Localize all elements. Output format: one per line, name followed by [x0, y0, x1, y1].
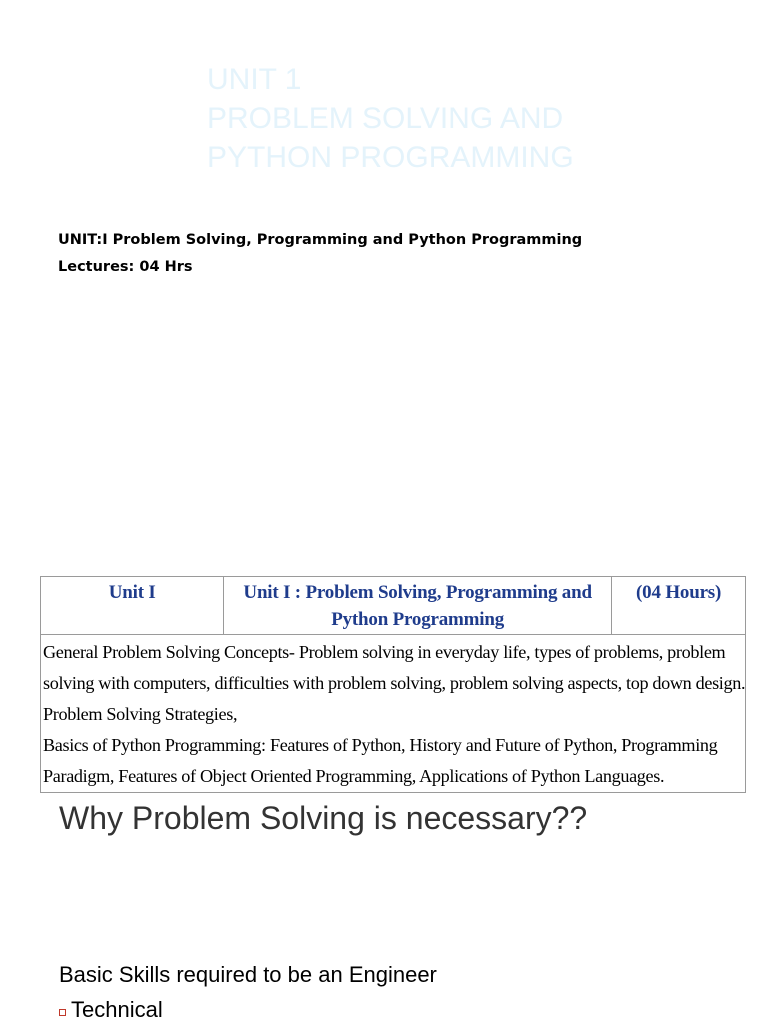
title-line-python-programming: PYTHON PROGRAMMING	[207, 141, 574, 174]
syllabus-hours-cell: (04 Hours)	[611, 577, 745, 635]
title-line-unit: UNIT 1	[207, 63, 302, 96]
syllabus-content-row	[41, 635, 746, 793]
skill-list-item	[59, 997, 163, 1023]
syllabus-unit-title-cell: Unit I : Problem Solving, Programming and Python Programming	[224, 577, 612, 635]
syllabus-unit-cell: Unit I	[41, 577, 224, 635]
slide-title	[207, 60, 727, 177]
unit-heading-lectures: Lectures: 04 Hrs	[58, 259, 193, 275]
unit-heading-title: UNIT:I Problem Solving, Programming and Python Programming	[58, 232, 583, 248]
skills-heading: Basic Skills required to be an Engineer	[59, 962, 437, 987]
syllabus-line: Basics of Python Programming: Features of Python, History and Future of Python, Programming	[43, 735, 718, 755]
question-heading: Why Problem Solving is necessary??	[59, 800, 588, 836]
syllabus-line: General Problem Solving Concepts- Problem solving in everyday life, types of problems, problem	[43, 642, 726, 662]
syllabus-header-row	[41, 577, 746, 635]
syllabus-table	[40, 576, 746, 793]
syllabus-content-cell	[41, 635, 746, 793]
syllabus-line: Paradigm, Features of Object Oriented Programming, Applications of Python Languages.	[43, 766, 665, 786]
unit-heading	[58, 227, 582, 281]
title-line-problem-solving: PROBLEM SOLVING AND	[207, 102, 564, 135]
skill-label: Technical	[71, 997, 163, 1022]
syllabus-line: Problem Solving Strategies,	[43, 704, 238, 724]
square-bullet-icon	[59, 1009, 66, 1016]
syllabus-line: solving with computers, difficulties with problem solving, problem solving aspects, top down design.	[43, 673, 746, 693]
